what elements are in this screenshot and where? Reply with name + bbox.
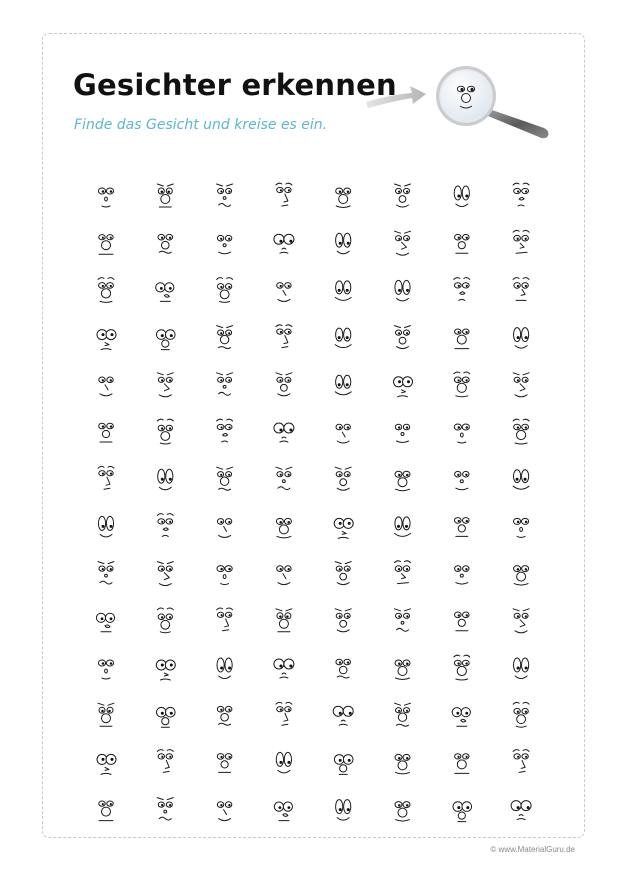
- face-icon[interactable]: [99, 377, 113, 396]
- face-icon[interactable]: [395, 231, 411, 255]
- face-icon[interactable]: [98, 516, 113, 537]
- face-icon[interactable]: [514, 566, 529, 586]
- face-icon[interactable]: [395, 802, 410, 822]
- face-icon[interactable]: [99, 801, 113, 821]
- face-icon[interactable]: [335, 467, 351, 490]
- face-icon[interactable]: [395, 471, 410, 491]
- face-icon[interactable]: [335, 609, 351, 632]
- face-icon[interactable]: [274, 659, 294, 678]
- face-icon[interactable]: [217, 278, 233, 303]
- face-icon[interactable]: [334, 755, 353, 775]
- face-icon[interactable]: [454, 655, 470, 680]
- face-icon[interactable]: [276, 467, 292, 490]
- face-icon[interactable]: [157, 373, 173, 397]
- face-icon[interactable]: [98, 278, 114, 303]
- face-icon[interactable]: [514, 658, 529, 679]
- instruction-text: Finde das Gesicht und kreise es ein.: [74, 117, 328, 133]
- face-icon[interactable]: [455, 566, 469, 584]
- page-title: Gesichter erkennen: [73, 68, 397, 102]
- face-icon[interactable]: [157, 707, 176, 727]
- face-icon[interactable]: [217, 184, 233, 207]
- face-icon[interactable]: [395, 184, 411, 207]
- face-icon[interactable]: [274, 423, 294, 442]
- face-icon[interactable]: [276, 702, 292, 725]
- face-icon[interactable]: [395, 609, 411, 632]
- face-icon[interactable]: [513, 419, 529, 444]
- target-face-icon[interactable]: [514, 518, 529, 537]
- face-icon[interactable]: [511, 801, 531, 820]
- face-icon[interactable]: [335, 375, 351, 395]
- face-icon[interactable]: [157, 330, 176, 350]
- face-icon[interactable]: [217, 519, 231, 538]
- face-icon[interactable]: [395, 703, 411, 726]
- face-icon[interactable]: [455, 754, 469, 774]
- face-icon[interactable]: [277, 566, 291, 585]
- face-icon[interactable]: [217, 467, 233, 490]
- face-icon[interactable]: [455, 612, 470, 631]
- face-icon[interactable]: [99, 235, 113, 255]
- face-icon[interactable]: [336, 233, 351, 254]
- face-icon[interactable]: [158, 469, 173, 490]
- face-icon[interactable]: [97, 330, 116, 350]
- target-face-icon[interactable]: [454, 424, 469, 443]
- face-icon[interactable]: [157, 419, 173, 444]
- face-icon[interactable]: [513, 183, 529, 206]
- face-icon[interactable]: [455, 518, 470, 537]
- face-icon[interactable]: [395, 326, 411, 349]
- face-icon[interactable]: [217, 658, 232, 679]
- face-icon[interactable]: [455, 234, 470, 253]
- face-icon[interactable]: [513, 702, 529, 727]
- face-icon[interactable]: [217, 608, 233, 631]
- face-icon[interactable]: [157, 562, 173, 586]
- face-icon[interactable]: [276, 609, 292, 632]
- face-icon[interactable]: [217, 326, 233, 349]
- face-icon[interactable]: [157, 798, 173, 821]
- face-icon[interactable]: [336, 424, 350, 443]
- face-icon[interactable]: [157, 608, 173, 633]
- face-icon[interactable]: [276, 518, 291, 538]
- face-icon[interactable]: [513, 750, 529, 773]
- face-icon[interactable]: [274, 802, 292, 821]
- face-icon[interactable]: [395, 561, 411, 584]
- face-icon[interactable]: [274, 234, 294, 253]
- face-icon[interactable]: [335, 281, 351, 301]
- face-icon[interactable]: [334, 518, 353, 538]
- face-icon[interactable]: [276, 325, 292, 348]
- face-icon[interactable]: [395, 660, 410, 680]
- face-icon[interactable]: [96, 613, 114, 632]
- face-icon[interactable]: [99, 423, 114, 442]
- face-icon[interactable]: [395, 424, 409, 442]
- target-face-icon[interactable]: [98, 188, 113, 207]
- face-icon[interactable]: [454, 278, 470, 301]
- face-icon[interactable]: [276, 373, 292, 396]
- face-icon[interactable]: [395, 280, 410, 301]
- target-face-icon[interactable]: [98, 660, 113, 679]
- face-icon[interactable]: [395, 754, 410, 774]
- face-icon[interactable]: [514, 328, 529, 349]
- face-icon[interactable]: [335, 328, 351, 348]
- face-icon[interactable]: [513, 373, 529, 397]
- face-icon[interactable]: [276, 183, 292, 206]
- face-icon[interactable]: [157, 514, 173, 537]
- face-icon[interactable]: [336, 188, 351, 208]
- face-icon[interactable]: [454, 186, 469, 207]
- face-icon[interactable]: [217, 235, 231, 253]
- face-icon[interactable]: [97, 754, 116, 774]
- face-icon[interactable]: [452, 708, 470, 727]
- face-icon[interactable]: [276, 752, 291, 773]
- copyright-footer: © www.MaterialGuru.de: [490, 845, 575, 854]
- face-icon[interactable]: [513, 230, 529, 253]
- face-icon[interactable]: [336, 800, 351, 821]
- face-icon[interactable]: [455, 329, 469, 349]
- target-face-icon[interactable]: [217, 566, 232, 585]
- face-icon[interactable]: [217, 373, 233, 396]
- face-icon[interactable]: [335, 562, 351, 585]
- face-icon[interactable]: [158, 234, 173, 253]
- face-icon[interactable]: [157, 184, 173, 207]
- face-icon[interactable]: [336, 659, 351, 678]
- face-icon[interactable]: [454, 372, 470, 397]
- face-icon[interactable]: [98, 703, 114, 726]
- face-icon[interactable]: [156, 660, 175, 680]
- face-icon[interactable]: [217, 802, 231, 821]
- face-icon[interactable]: [98, 562, 114, 585]
- face-icon[interactable]: [395, 517, 411, 537]
- face-icon[interactable]: [156, 283, 174, 302]
- face-icon[interactable]: [217, 754, 232, 773]
- face-icon[interactable]: [217, 419, 233, 442]
- face-icon[interactable]: [277, 283, 291, 302]
- face-icon[interactable]: [453, 802, 472, 822]
- face-icon[interactable]: [217, 706, 232, 725]
- face-icon[interactable]: [98, 466, 114, 489]
- face-icon[interactable]: [333, 706, 353, 725]
- face-icon[interactable]: [513, 278, 529, 301]
- face-icon[interactable]: [455, 471, 469, 489]
- face-icon[interactable]: [157, 750, 173, 773]
- face-icon[interactable]: [513, 470, 529, 490]
- face-icon[interactable]: [394, 377, 413, 397]
- face-icon[interactable]: [513, 609, 529, 633]
